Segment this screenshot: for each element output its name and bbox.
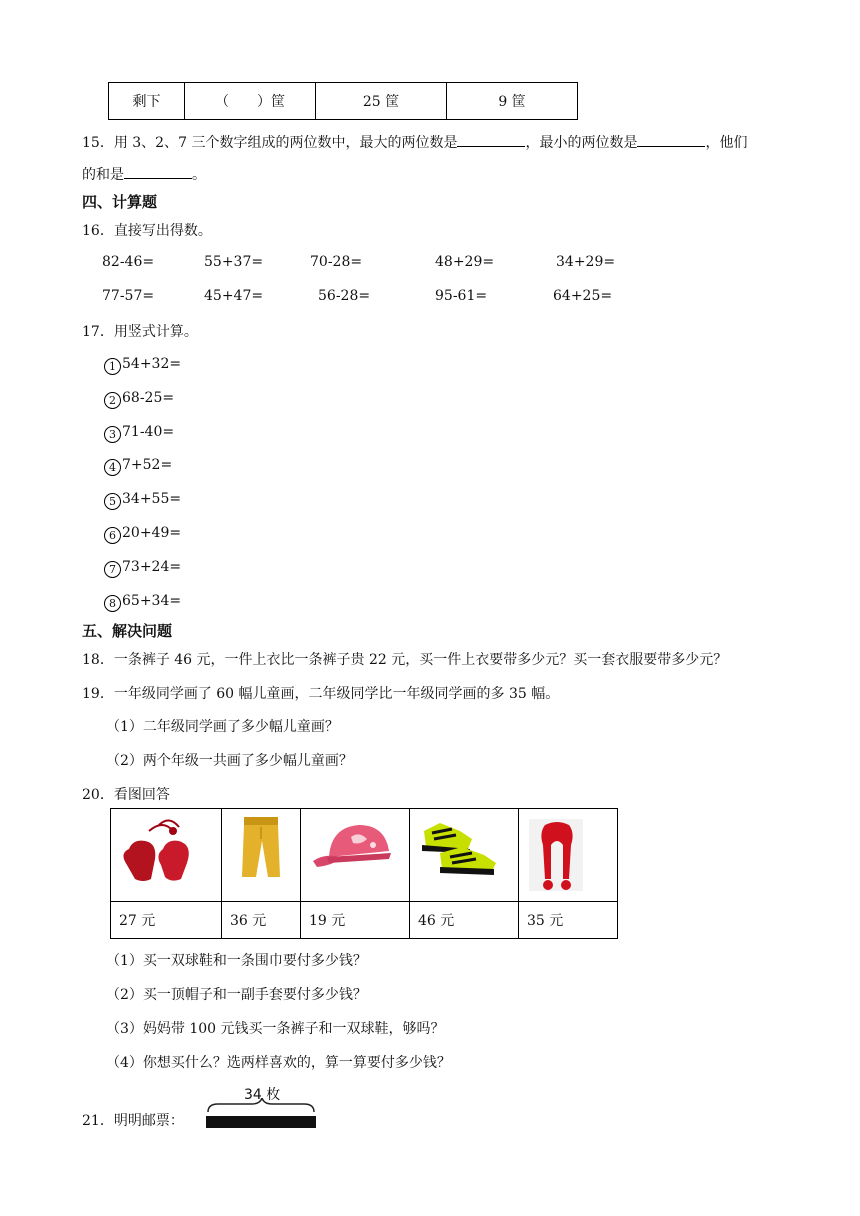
oral-calc: 82-46= <box>102 254 155 270</box>
brace-icon <box>208 1098 314 1112</box>
question-number: 20． <box>82 787 114 803</box>
sub-question: （3）妈妈带 100 元钱买一条裤子和一双球鞋，够吗？ <box>106 1021 445 1037</box>
price-table <box>110 808 618 939</box>
question-text: ，最小的两位数是 <box>525 135 638 151</box>
column-calc-item <box>104 390 174 409</box>
table-cell: （ ）筐 <box>185 83 316 120</box>
section-heading: 五、解决问题 <box>82 622 173 640</box>
table-cell: 剩下 <box>109 83 185 120</box>
price-cell: 27 元 <box>111 902 222 939</box>
price-cell: 35 元 <box>519 902 618 939</box>
circled-number: 6 <box>104 527 121 544</box>
calc-expression: 7+52= <box>122 457 173 473</box>
question-text: 直接写出得数。 <box>113 223 212 239</box>
answer-blank[interactable] <box>637 130 705 147</box>
calc-expression: 68-25= <box>122 390 175 406</box>
sub-question: （2）两个年级一共画了多少幅儿童画？ <box>106 753 353 769</box>
pants-icon <box>222 809 300 901</box>
oral-calc: 56-28= <box>318 288 371 304</box>
question-number: 19． <box>82 686 114 702</box>
price-cell: 46 元 <box>410 902 519 939</box>
table-cell: 25 筐 <box>316 83 447 120</box>
circled-number: 3 <box>104 426 121 443</box>
question-number: 16． <box>82 223 114 239</box>
calc-expression: 71-40= <box>122 424 175 440</box>
item-image-cell <box>111 809 222 902</box>
calc-expression: 73+24= <box>122 559 182 575</box>
question-text: 用竖式计算。 <box>113 324 198 340</box>
circled-number: 4 <box>104 459 121 476</box>
price-cell: 19 元 <box>301 902 410 939</box>
scarf-icon <box>519 809 617 901</box>
calc-expression: 65+34= <box>122 593 182 609</box>
sub-question: （2）买一顶帽子和一副手套要付多少钱？ <box>106 987 367 1003</box>
item-image-cell <box>410 809 519 902</box>
mittens-icon <box>111 809 221 901</box>
oral-calc: 95-61= <box>435 288 488 304</box>
price-cell: 36 元 <box>222 902 301 939</box>
question-text: 看图回答 <box>113 787 170 803</box>
question-21 <box>82 1110 184 1130</box>
table-cell: 9 筐 <box>447 83 578 120</box>
oral-calc: 55+37= <box>204 254 264 270</box>
section-heading: 四、计算题 <box>82 193 158 211</box>
circled-number: 8 <box>104 595 121 612</box>
column-calc-item <box>104 356 181 375</box>
circled-number: 1 <box>104 358 121 375</box>
sub-question: （4）你想买什么？选两样喜欢的，算一算要付多少钱？ <box>106 1055 451 1071</box>
oral-calc: 45+47= <box>204 288 264 304</box>
question-text: 一年级同学画了 60 幅儿童画，二年级同学比一年级同学画的多 35 幅。 <box>113 686 560 702</box>
column-calc-item <box>104 424 174 443</box>
question-20 <box>82 784 170 804</box>
oral-calc: 48+29= <box>435 254 495 270</box>
column-calc-item <box>104 491 181 510</box>
calc-expression: 20+49= <box>122 525 182 541</box>
question-17 <box>82 321 198 341</box>
answer-blank[interactable] <box>457 130 525 147</box>
question-15 <box>82 130 747 152</box>
calc-expression: 34+55= <box>122 491 182 507</box>
question-text: 一条裤子 46 元，一件上衣比一条裤子贵 22 元，买一件上衣要带多少元？买一套衣服要带多少元？ <box>113 652 728 668</box>
column-calc-item <box>104 559 181 578</box>
calc-expression: 54+32= <box>122 356 182 372</box>
cap-icon <box>301 809 409 901</box>
question-number: 15． <box>82 135 114 151</box>
question-text: 用 3、2、7 三个数字组成的两位数中，最大的两位数是 <box>113 135 458 151</box>
question-text: 。 <box>192 167 206 183</box>
question-number: 21． <box>82 1113 114 1129</box>
column-calc-item <box>104 593 181 612</box>
column-calc-item <box>104 525 181 544</box>
column-calc-item <box>104 457 172 476</box>
question-19 <box>82 683 559 703</box>
oral-calc: 34+29= <box>556 254 616 270</box>
answer-blank[interactable] <box>124 162 192 179</box>
question-text: ，他们 <box>705 135 748 151</box>
sub-question: （1）买一双球鞋和一条围巾要付多少钱？ <box>106 953 367 969</box>
sub-question: （1）二年级同学画了多少幅儿童画？ <box>106 719 339 735</box>
question-16 <box>82 220 212 240</box>
question-15-cont <box>82 162 206 184</box>
stamp-bar <box>206 1116 316 1128</box>
circled-number: 7 <box>104 561 121 578</box>
question-text: 明明邮票： <box>113 1113 184 1129</box>
oral-calc: 64+25= <box>553 288 613 304</box>
circled-number: 5 <box>104 493 121 510</box>
stamp-bar-diagram <box>204 1098 318 1130</box>
question-number: 18． <box>82 652 114 668</box>
oral-calc: 70-28= <box>310 254 363 270</box>
item-image-cell <box>301 809 410 902</box>
item-image-cell <box>222 809 301 902</box>
question-text: 的和是 <box>82 167 124 183</box>
oral-calc: 77-57= <box>102 288 155 304</box>
question-number: 17． <box>82 324 114 340</box>
sneaker-icon <box>410 809 518 901</box>
item-image-cell <box>519 809 618 902</box>
remaining-table <box>108 82 578 120</box>
brace-label: 34 枚 <box>244 1087 281 1103</box>
question-18 <box>82 649 727 669</box>
circled-number: 2 <box>104 392 121 409</box>
